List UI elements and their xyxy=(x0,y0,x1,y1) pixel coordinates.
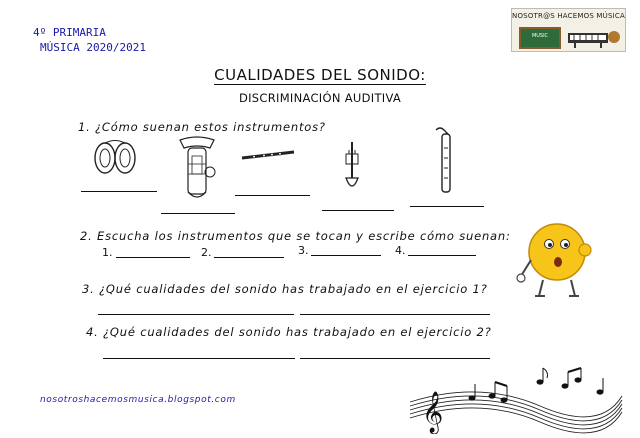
answer-line-tuba[interactable] xyxy=(161,213,235,214)
answer-line-2-3[interactable] xyxy=(311,255,381,256)
blog-url-link[interactable]: nosotroshacemosmusica.blogspot.com xyxy=(40,395,236,405)
answer-line-flute[interactable] xyxy=(235,195,310,196)
music-staff-icon xyxy=(400,366,625,434)
question-1: 1. ¿Cómo suenan estos instrumentos? xyxy=(78,120,326,134)
answer-line-2-1[interactable] xyxy=(116,257,190,258)
answer-line-2-2[interactable] xyxy=(214,257,284,258)
keyboard-instrument-icon xyxy=(564,25,622,49)
tuba-icon xyxy=(170,134,224,206)
answer-line-cymbals[interactable] xyxy=(81,191,157,192)
svg-text:𝄞: 𝄞 xyxy=(422,392,444,433)
answer-number-1: 1. xyxy=(102,246,113,259)
flute-icon xyxy=(240,150,296,166)
page-subtitle: DISCRIMINACIÓN AUDITIVA xyxy=(238,91,402,105)
bassoon-icon xyxy=(428,124,462,196)
answer-line-3-2[interactable] xyxy=(300,314,490,315)
question-4: 4. ¿Qué cualidades del sonido has trabajado en el ejercicio 2? xyxy=(86,325,492,339)
cymbals-icon xyxy=(92,138,138,178)
title-underline xyxy=(214,84,426,85)
grade-label: 4º PRIMARIA xyxy=(33,26,106,39)
board-text: MUSIC xyxy=(531,33,549,39)
page-title: CUALIDADES DEL SONIDO: xyxy=(214,66,426,84)
chalkboard-icon xyxy=(519,27,561,49)
answer-line-trumpet[interactable] xyxy=(322,210,394,211)
answer-line-4-1[interactable] xyxy=(103,358,295,359)
course-label: MÚSICA 2020/2021 xyxy=(40,41,146,54)
answer-line-4-2[interactable] xyxy=(300,358,490,359)
blog-logo xyxy=(511,8,626,52)
answer-number-4: 4. xyxy=(395,244,406,257)
trumpet-icon xyxy=(338,140,366,196)
answer-number-3: 3. xyxy=(298,244,309,257)
question-3: 3. ¿Qué cualidades del sonido has trabajado en el ejercicio 1? xyxy=(82,282,488,296)
answer-number-2: 2. xyxy=(201,246,212,259)
answer-line-2-4[interactable] xyxy=(408,255,476,256)
question-2: 2. Escucha los instrumentos que se tocan y escribe cómo suenan: xyxy=(80,229,511,243)
answer-line-bassoon[interactable] xyxy=(410,206,484,207)
thinking-emoji-icon xyxy=(513,210,601,302)
answer-line-3-1[interactable] xyxy=(98,314,294,315)
logo-text: NOSOTR@S HACEMOS MÚSICA xyxy=(512,12,625,20)
